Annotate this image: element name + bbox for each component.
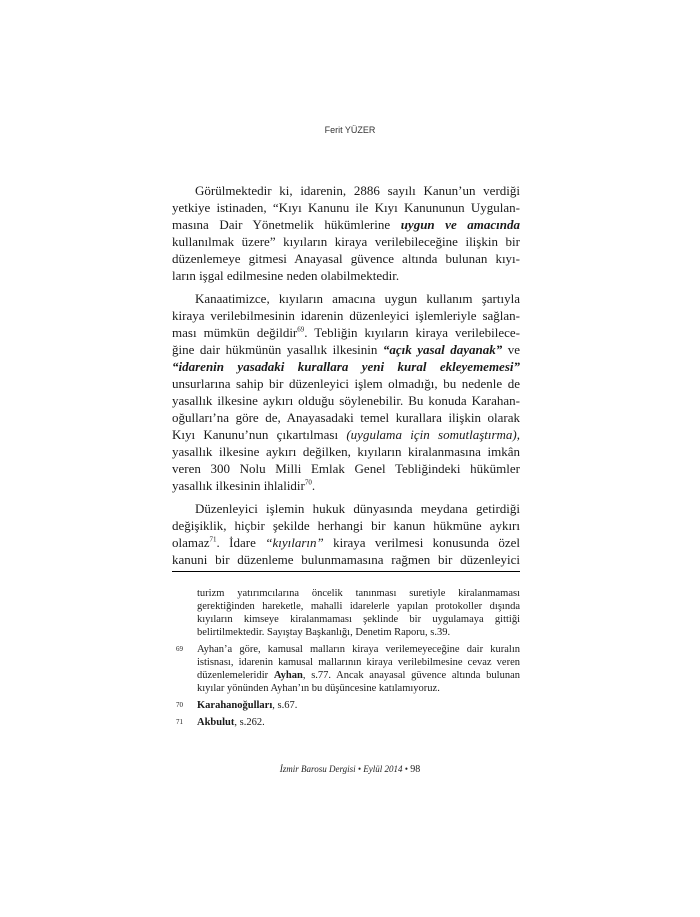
footnote (172, 587, 520, 639)
footnote-line (197, 716, 520, 729)
text-line (172, 199, 520, 216)
text-line (172, 500, 520, 517)
footnote-line (197, 669, 520, 682)
emphasis-text: Akbulut (197, 717, 235, 728)
text-run: , s.77. Ancak anayasal güvence altında bulunan (302, 670, 520, 681)
text-line (172, 267, 520, 284)
text-run: yasallık ilkesine aykırı olduğu söylenebilir. Bu konuda Karahan- (172, 393, 520, 408)
text-line (172, 477, 520, 494)
text-run: düzenlemeleridir (197, 670, 274, 681)
text-run: belirtilmektedir. Sayıştay Başkanlığı, Denetim Raporu, s.39. (197, 627, 451, 638)
footnote (172, 699, 520, 712)
text-line (172, 375, 520, 392)
text-run: veren 300 Nolu Milli Emlak Genel Tebliğindeki hükümler (172, 461, 520, 476)
text-line (172, 233, 520, 250)
text-run: Kıyı Kanunu’nun çıkartılması (172, 427, 347, 442)
page-footer (0, 764, 700, 775)
footnote-line (197, 613, 520, 626)
text-line (172, 443, 520, 460)
text-run: kıyılar yönünden Ayhan’ın bu düşüncesine katılamıyoruz. (197, 683, 440, 694)
text-line (172, 392, 520, 409)
page-number: 98 (410, 764, 421, 775)
text-run: ması mümkün değildir (172, 325, 298, 340)
emphasis-text: (uygulama için somutlaştırma), (346, 427, 520, 442)
paragraph (172, 182, 520, 284)
text-run: kiraya verilmesi konusunda özel (323, 535, 520, 550)
footnote-line (197, 699, 520, 712)
text-run: unsurlarına sahip bir düzenleyici işlem olmadığı, bu nedenle de (172, 376, 520, 391)
emphasis-text: “kıyıların” (265, 535, 324, 550)
text-line (172, 182, 520, 199)
text-run: turizm yatırımcılarına öncelik tanınması suretiyle kiralanmaması (197, 588, 520, 599)
body-text (172, 182, 520, 574)
text-run: kanuni bir düzenleme bulunmamasına rağmen bir düzenleyici (172, 552, 520, 567)
text-run: düzenlemeye gitmesi Anayasal güvence altında bulunan kıyı- (172, 251, 520, 266)
text-run: ve (502, 342, 521, 357)
emphasis-text: Ayhan (273, 670, 303, 681)
footnote-line (197, 600, 520, 613)
text-run: istisnası, idarenin kamusal mallarının kiraya verilebilmesine cevaz veren (197, 657, 520, 668)
text-line (172, 426, 520, 443)
text-line (172, 290, 520, 307)
text-run: değişiklik, hiçbir şekilde herhangi bir kanun hükmüne aykırı (172, 518, 520, 533)
footnote-number: 71 (176, 718, 183, 726)
footnote-separator (172, 571, 520, 572)
journal-name: İzmir Barosu Dergisi (279, 764, 356, 774)
text-run: masına Dair Yönetmelik hükümlerine (172, 217, 401, 232)
text-run: oğulları’na göre de, Anayasadaki temel kurallara ilişkin olarak (172, 410, 520, 425)
text-run: , s.262. (234, 717, 265, 728)
footnote-number: 70 (176, 701, 183, 709)
paragraph (172, 500, 520, 568)
text-run: kullanılmak üzere” kıyıların kiraya verilebileceğine ilişkin bir (172, 234, 520, 249)
issue-date: Eylül 2014 (363, 764, 403, 774)
paragraph (172, 290, 520, 494)
emphasis-text: Karahanoğulları (197, 700, 273, 711)
text-run: . (311, 478, 316, 493)
text-line (172, 551, 520, 568)
text-line (172, 307, 520, 324)
footnote-line (197, 587, 520, 600)
emphasis-text: uygun ve amacında (400, 217, 520, 232)
text-run: Kanaatimizce, kıyıların amacına uygun kullanım şartıyla (195, 291, 520, 306)
text-run: . Tebliğin kıyıların kiraya verilebilece- (304, 325, 520, 340)
text-line (172, 216, 520, 233)
text-run: , s.67. (272, 700, 298, 711)
text-run: yetkiye istinaden, “Kıyı Kanunu ile Kıyı Kanununun Uygulan- (172, 200, 520, 215)
text-run: kiraya verilebilmesinin idarenin düzenleyici işlemleriyle sağlan- (172, 308, 520, 323)
separator: • (404, 764, 408, 774)
footnote (172, 716, 520, 729)
text-run: ğine dair hükmünün yasallık ilkesinin (172, 342, 383, 357)
footnote (172, 643, 520, 695)
text-line (172, 460, 520, 477)
footnotes (172, 587, 520, 733)
text-run: gerektiğinden hareketle, mahalli idarelerle yapılan protokoller dışında (197, 601, 520, 612)
footnote-line (197, 626, 520, 639)
separator: • (357, 764, 362, 774)
text-line (172, 341, 520, 358)
text-run: Görülmektedir ki, idarenin, 2886 sayılı Kanun’un verdiği (195, 183, 520, 198)
footnote-line (197, 682, 520, 695)
text-line (172, 324, 520, 341)
text-run: Düzenleyici işlemin hukuk dünyasında meydana getirdiği (195, 501, 520, 516)
text-run: Ayhan’a göre, kamusal malların kiraya verilemeyeceğine dair kuralın (197, 644, 520, 655)
footnote-ref: 70 (304, 478, 312, 487)
text-run: yasallık ilkesinin ihlalidir (172, 478, 305, 493)
text-line (172, 250, 520, 267)
emphasis-text: “idarenin yasadaki kurallara yeni kural ekleyememesi” (172, 359, 520, 374)
text-line (172, 358, 520, 375)
footnote-ref: 69 (297, 325, 305, 334)
footnote-line (197, 643, 520, 656)
footnote-number: 69 (176, 645, 183, 653)
text-line (172, 409, 520, 426)
text-run: ların işgal edilmesine neden olabilmektedir. (172, 268, 400, 283)
emphasis-text: “açık yasal dayanak” (382, 342, 503, 357)
footnote-line (197, 656, 520, 669)
running-header: Ferit YÜZER (324, 125, 376, 135)
footnote-ref: 71 (209, 535, 217, 544)
text-run: yasallık ilkesine aykırı değilken, kıyıların kiralanmasına imkân (172, 444, 520, 459)
text-run: . İdare (216, 535, 266, 550)
text-run: olamaz (172, 535, 210, 550)
text-line (172, 534, 520, 551)
text-run: kıyıların kimseye kiralanmaması şeklinde bir uygulamaya gittiği (197, 614, 520, 625)
text-line (172, 517, 520, 534)
